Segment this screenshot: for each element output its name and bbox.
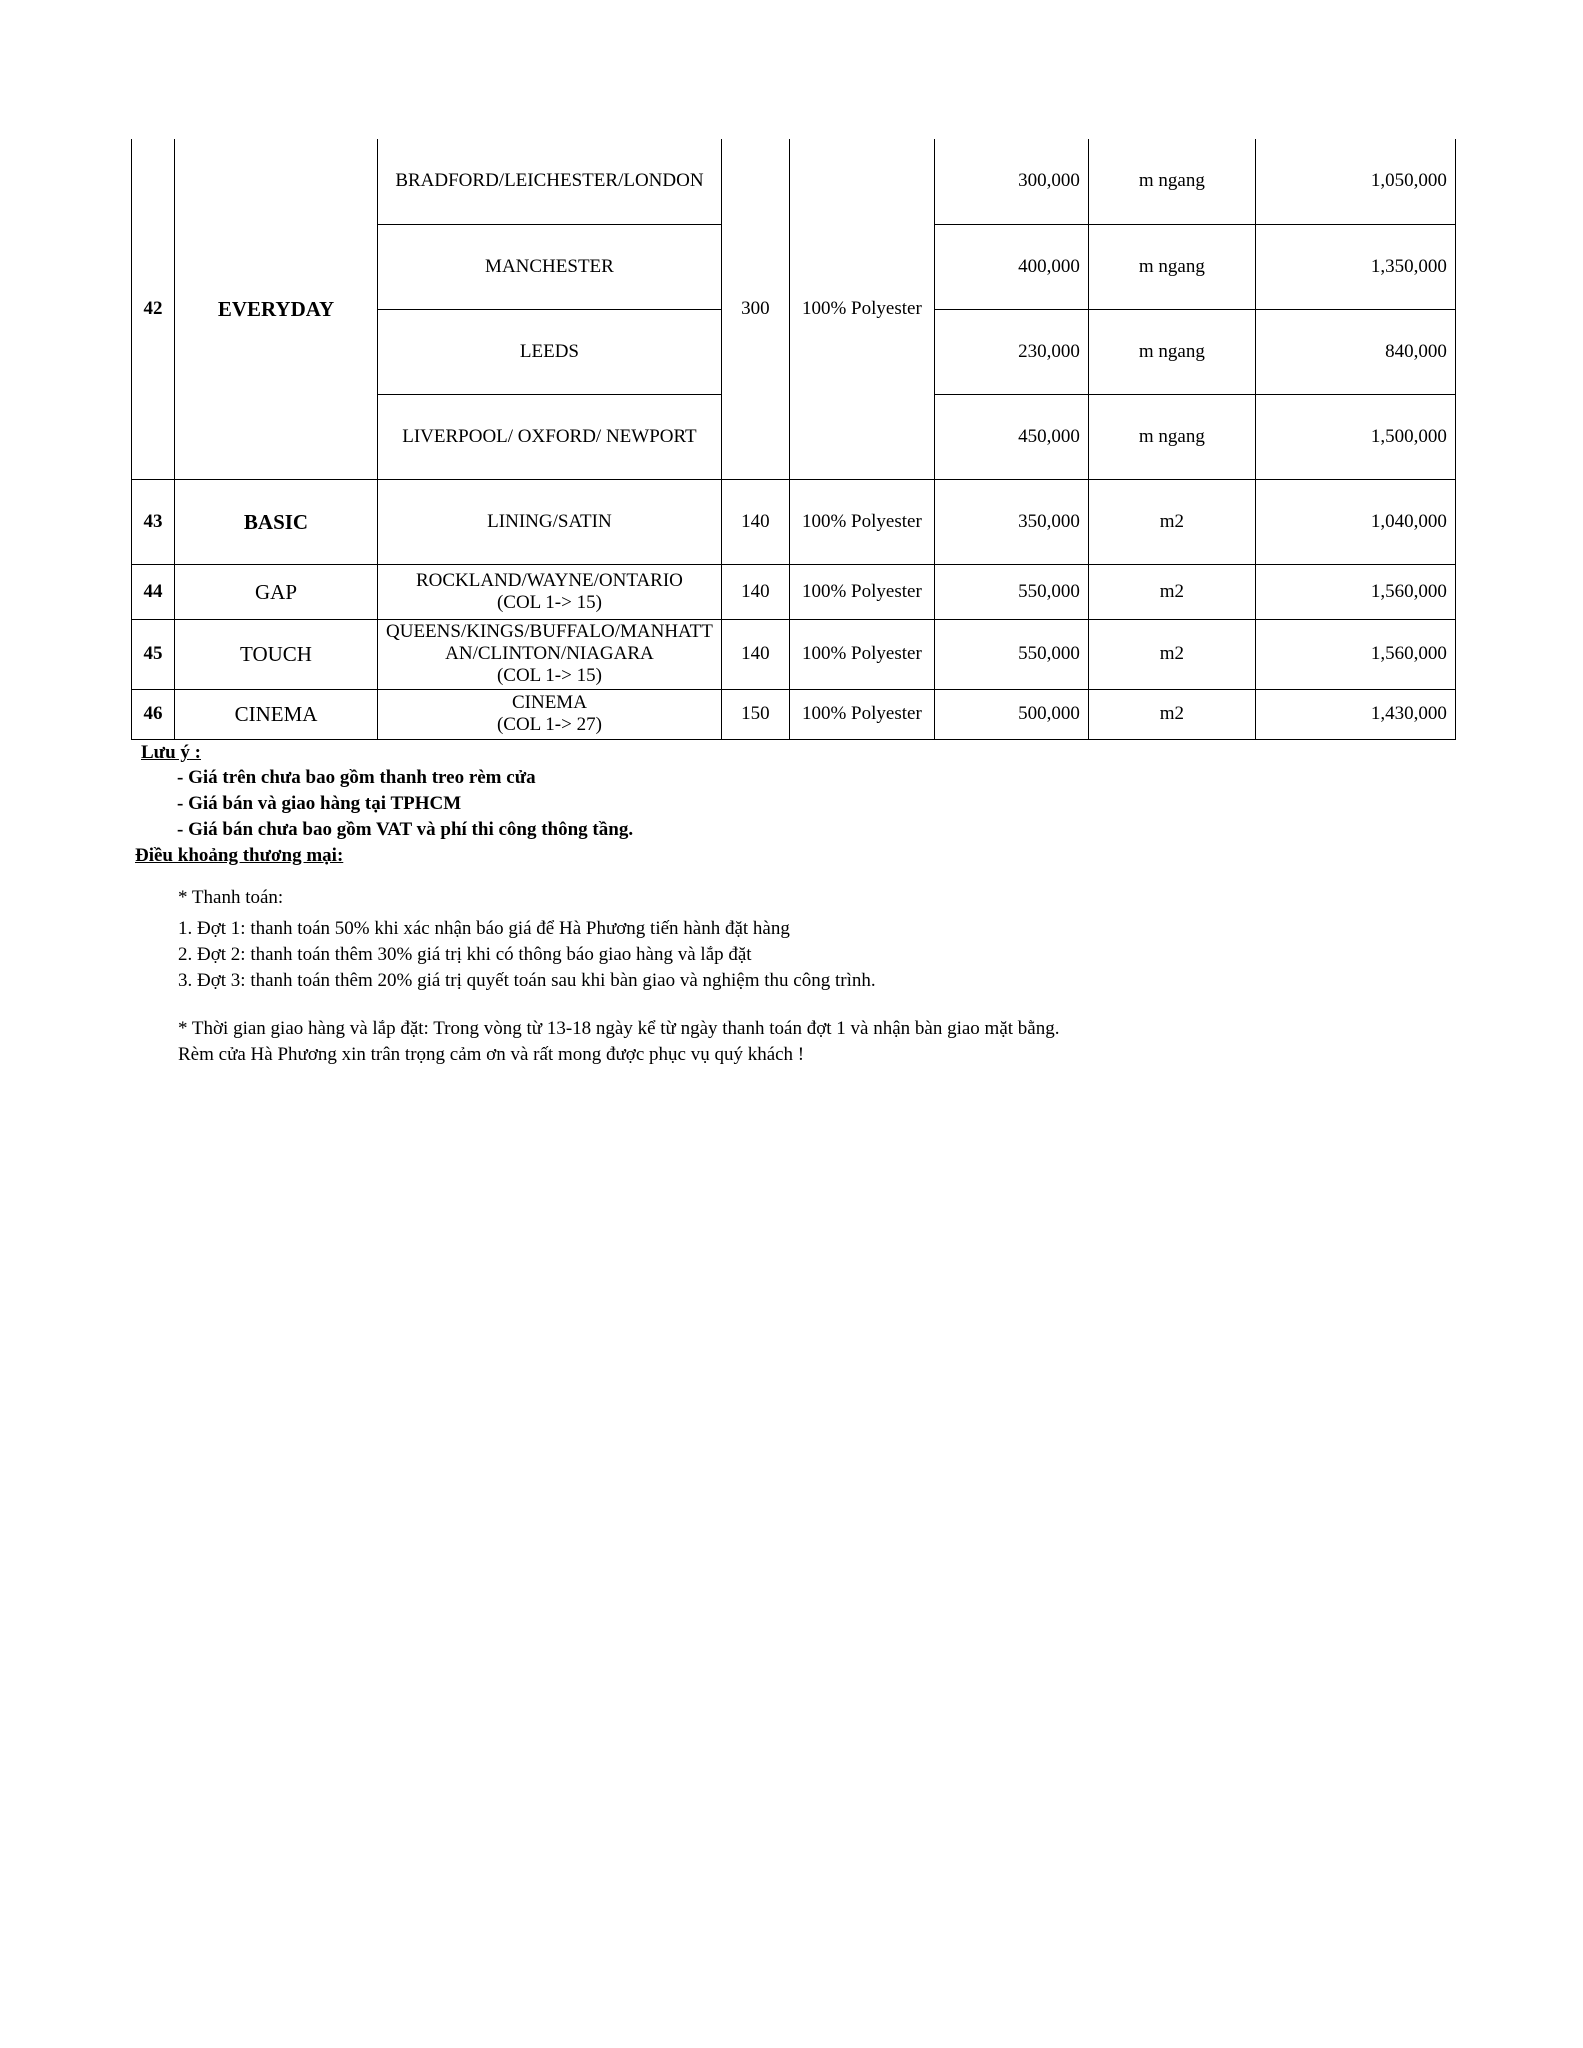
unit-cell: m2 [1088, 689, 1255, 739]
price-cell: 230,000 [934, 309, 1088, 394]
product-name: GAP [175, 564, 378, 619]
payment-step: 1. Đợt 1: thanh toán 50% khi xác nhận báo giá để Hà Phương tiến hành đặt hàng [178, 918, 790, 939]
row-number: 46 [132, 689, 175, 739]
total-cell: 1,500,000 [1255, 394, 1455, 479]
total-cell: 1,050,000 [1255, 139, 1455, 224]
width-cell: 150 [721, 689, 789, 739]
model-line: CINEMA [511, 692, 587, 713]
product-name: EVERYDAY [175, 139, 378, 479]
model-cell: MANCHESTER [378, 224, 722, 309]
table-row [132, 479, 1456, 564]
price-cell: 500,000 [934, 689, 1088, 739]
total-cell: 1,350,000 [1255, 224, 1455, 309]
price-cell: 350,000 [934, 479, 1088, 564]
model-line: LINING/SATIN [487, 510, 612, 532]
price-cell: 400,000 [934, 224, 1088, 309]
model-cell [378, 564, 722, 619]
payment-step: 3. Đợt 3: thanh toán thêm 20% giá trị quyết toán sau khi bàn giao và nghiệm thu công trình. [178, 970, 876, 991]
product-name: TOUCH [175, 619, 378, 689]
model-cell [378, 619, 722, 689]
payment-step: 2. Đợt 2: thanh toán thêm 30% giá trị khi có thông báo giao hàng và lắp đặt [178, 944, 752, 965]
model-cell: LIVERPOOL/ OXFORD/ NEWPORT [378, 394, 722, 479]
model-cell: LEEDS [378, 309, 722, 394]
total-cell: 840,000 [1255, 309, 1455, 394]
material-cell: 100% Polyester [789, 564, 934, 619]
table-row [132, 689, 1456, 739]
table-row [132, 139, 1456, 224]
width-cell: 140 [721, 564, 789, 619]
width-cell: 140 [721, 479, 789, 564]
model-cell [378, 689, 722, 739]
width-cell: 300 [721, 139, 789, 479]
model-line: (COL 1-> 15) [496, 665, 602, 686]
model-cell: BRADFORD/LEICHESTER/LONDON [378, 139, 722, 224]
price-table [131, 139, 1456, 740]
notes-heading-text: Lưu ý [141, 742, 190, 763]
material-cell: 100% Polyester [789, 139, 934, 479]
total-cell: 1,560,000 [1255, 619, 1455, 689]
material-cell: 100% Polyester [789, 619, 934, 689]
notes-heading [141, 742, 201, 764]
price-cell: 300,000 [934, 139, 1088, 224]
notes-heading-colon: : [189, 742, 201, 763]
unit-cell: m2 [1088, 619, 1255, 689]
price-cell: 450,000 [934, 394, 1088, 479]
price-cell: 550,000 [934, 564, 1088, 619]
row-number: 45 [132, 619, 175, 689]
thank-you-note: Rèm cửa Hà Phương xin trân trọng cảm ơn và rất mong được phục vụ quý khách ! [178, 1044, 805, 1065]
unit-cell: m ngang [1088, 224, 1255, 309]
delivery-time: * Thời gian giao hàng và lắp đặt: Trong vòng từ 13-18 ngày kể từ ngày thanh toán đợt 1 và nhận bàn giao mặt bằng. [178, 1018, 1060, 1039]
unit-cell: m ngang [1088, 394, 1255, 479]
row-number: 44 [132, 564, 175, 619]
product-name: CINEMA [175, 689, 378, 739]
row-number: 42 [132, 139, 175, 479]
model-line: ROCKLAND/WAYNE/ONTARIO [415, 569, 683, 591]
note-line: - Giá bán chưa bao gồm VAT và phí thi công thông tầng. [177, 819, 634, 840]
note-line: - Giá trên chưa bao gồm thanh treo rèm cửa [177, 767, 536, 788]
total-cell: 1,040,000 [1255, 479, 1455, 564]
model-line: (COL 1-> 27) [496, 714, 602, 735]
unit-cell: m ngang [1088, 309, 1255, 394]
payment-title: * Thanh toán: [178, 887, 284, 908]
material-cell: 100% Polyester [789, 479, 934, 564]
model-cell [378, 479, 722, 564]
material-cell: 100% Polyester [789, 689, 934, 739]
unit-cell: m2 [1088, 479, 1255, 564]
total-cell: 1,430,000 [1255, 689, 1455, 739]
table-row [132, 619, 1456, 689]
note-line: - Giá bán và giao hàng tại TPHCM [177, 793, 462, 814]
row-number: 43 [132, 479, 175, 564]
model-line: (COL 1-> 15) [496, 591, 602, 613]
table-row [132, 564, 1456, 619]
unit-cell: m ngang [1088, 139, 1255, 224]
price-cell: 550,000 [934, 619, 1088, 689]
terms-heading: Điều khoảng thương mại: [135, 845, 344, 866]
total-cell: 1,560,000 [1255, 564, 1455, 619]
model-line: QUEENS/KINGS/BUFFALO/MANHATT [386, 621, 713, 642]
product-name: BASIC [175, 479, 378, 564]
width-cell: 140 [721, 619, 789, 689]
unit-cell: m2 [1088, 564, 1255, 619]
model-line: AN/CLINTON/NIAGARA [445, 643, 654, 664]
